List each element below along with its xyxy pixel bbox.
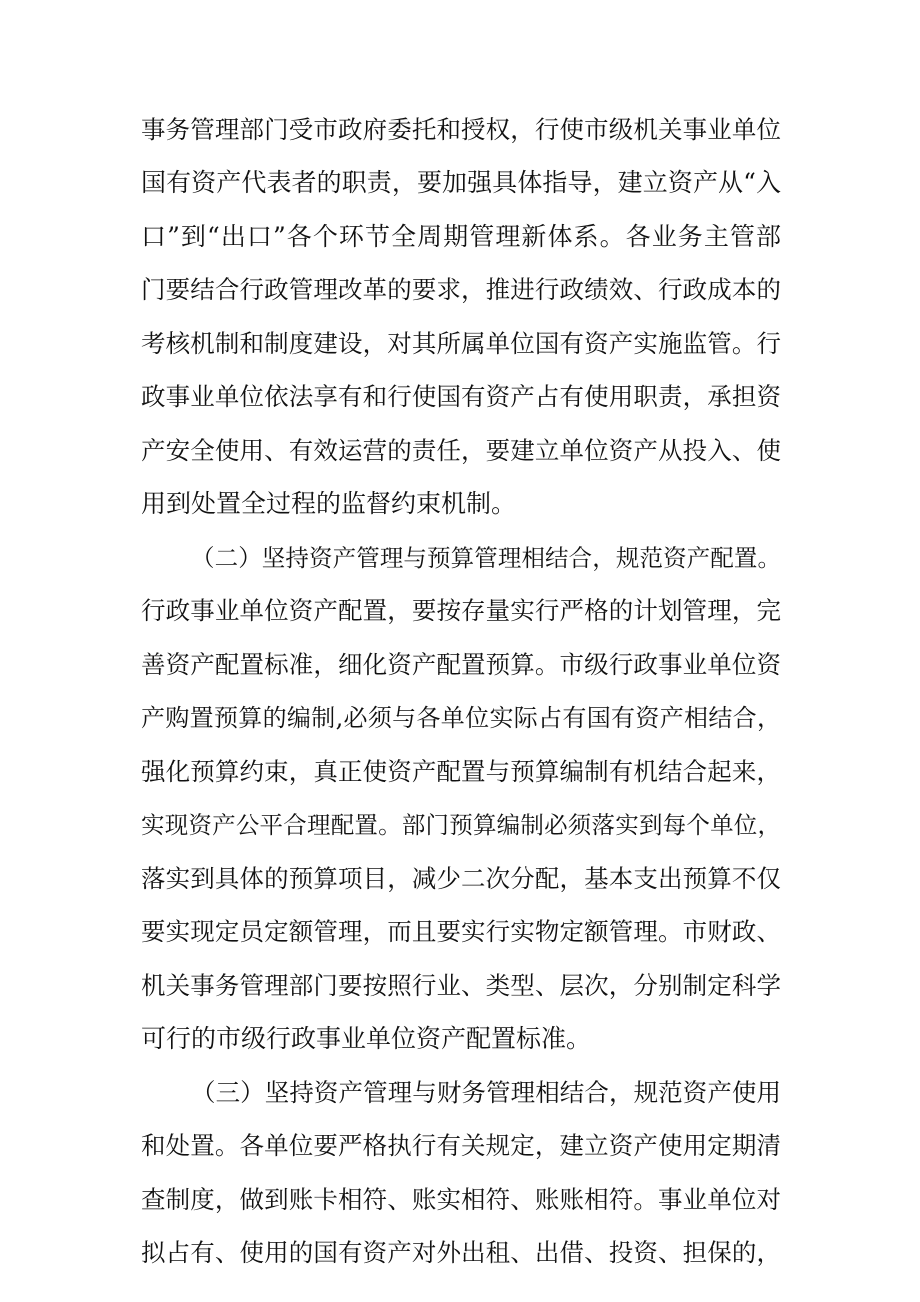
text-line: 落实到具体的预算项目，减少二次分配，基本支出预算不仅: [141, 864, 781, 893]
text-line: 考核机制和制度建设，对其所属单位国有资产实施监管。行: [141, 329, 781, 358]
text-line: 用到处置全过程的监督约束机制。: [141, 489, 517, 518]
text-line: 实现资产公平合理配置。部门预算编制必须落实到每个单位，: [141, 811, 781, 839]
text-line: 行政事业单位资产配置，要按存量实行严格的计划管理，完: [141, 596, 781, 625]
text-line: 善资产配置标准，细化资产配置预算。市级行政事业单位资: [141, 650, 781, 679]
text-line: （三）坚持资产管理与财务管理相结合，规范资产使用: [191, 1078, 781, 1107]
text-line: 可行的市级行政事业单位资产配置标准。: [141, 1024, 592, 1053]
text-line: 政事业单位依法享有和行使国有资产占有使用职责，承担资: [141, 382, 781, 411]
text-line: 国有资产代表者的职责，要加强具体指导，建立资产从“入: [141, 168, 781, 197]
text-line: 和处置。各单位要严格执行有关规定，建立资产使用定期清: [141, 1131, 781, 1160]
text-line: 强化预算约束，真正使资产配置与预算编制有机结合起来，: [141, 757, 781, 786]
text-line: 产购置预算的编制,必须与各单位实际占有国有资产相结合，: [141, 704, 781, 732]
text-line: 门要结合行政管理改革的要求，推进行政绩效、行政成本的: [141, 275, 781, 304]
text-line: 事务管理部门受市政府委托和授权，行使市级机关事业单位: [141, 115, 781, 144]
text-line: （二）坚持资产管理与预算管理相结合，规范资产配置。: [191, 544, 781, 572]
text-line: 产安全使用、有效运营的责任，要建立单位资产从投入、使: [141, 436, 781, 465]
text-line: 机关事务管理部门要按照行业、类型、层次，分别制定科学: [141, 971, 781, 1000]
text-line: 要实现定员定额管理，而且要实行实物定额管理。市财政、: [141, 917, 781, 946]
text-line: 口”到“出口”各个环节全周期管理新体系。各业务主管部: [141, 222, 781, 251]
text-line: 查制度，做到账卡相符、账实相符、账账相符。事业单位对: [141, 1185, 781, 1214]
text-line: 拟占有、使用的国有资产对外出租、出借、投资、担保的，: [141, 1238, 781, 1267]
